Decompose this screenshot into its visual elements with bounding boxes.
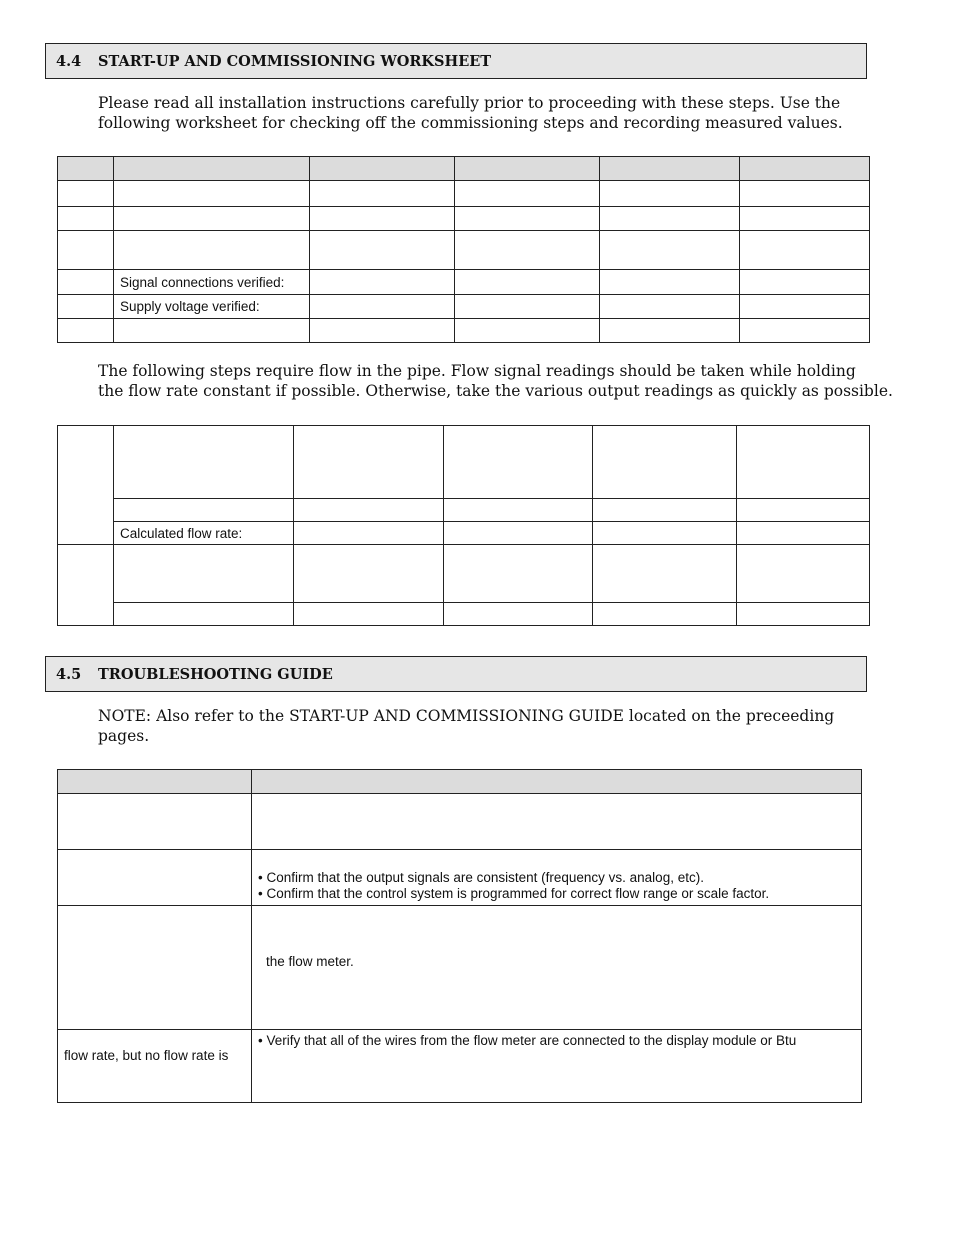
- section-header-4-4: [45, 43, 867, 79]
- flow-line-1: The following steps require flow in the pipe. Flow signal readings should be taken while holding: [98, 362, 856, 380]
- table-cell: [593, 545, 737, 603]
- problem-cell: [58, 1030, 252, 1103]
- table-cell: [310, 295, 455, 319]
- table-cell: [737, 499, 870, 522]
- table-cell: [114, 603, 294, 626]
- solution-line: • Confirm that the output signals are consistent (frequency vs. analog, etc).: [258, 870, 704, 885]
- table-cell: [310, 231, 455, 270]
- solution-cell: [252, 1030, 862, 1103]
- table-cell: [444, 426, 593, 499]
- table-row: [58, 231, 870, 270]
- table-row: [58, 522, 870, 545]
- table-cell: [455, 319, 600, 343]
- table-cell: [740, 319, 870, 343]
- table-cell: [737, 426, 870, 499]
- row-label: [114, 319, 310, 343]
- section-number: 4.5: [56, 665, 82, 683]
- flow-readings-table: [57, 425, 870, 626]
- table-cell: [600, 270, 740, 295]
- solution-line: the flow meter.: [266, 954, 354, 969]
- table-row: [58, 603, 870, 626]
- solution-cell: [252, 850, 862, 906]
- table-cell: [455, 181, 600, 207]
- table-cell: [58, 545, 114, 626]
- solution-cell: [252, 906, 862, 1030]
- troubleshooting-table: [57, 769, 862, 1103]
- header-cell: [455, 157, 600, 181]
- header-cell: [58, 770, 252, 794]
- table-cell: [58, 181, 114, 207]
- table-cell: [444, 545, 593, 603]
- table-cell: [58, 426, 114, 545]
- supply-voltage-label: Supply voltage verified:: [114, 295, 310, 319]
- table-row: [58, 499, 870, 522]
- section-header-4-5: [45, 656, 867, 692]
- header-cell: [600, 157, 740, 181]
- table-cell: [593, 603, 737, 626]
- table-row: [58, 545, 870, 603]
- table-cell: [600, 295, 740, 319]
- header-cell: [58, 157, 114, 181]
- table-cell: [444, 522, 593, 545]
- problem-text: flow rate, but no flow rate is: [64, 1048, 229, 1063]
- table-cell: [444, 499, 593, 522]
- section-title: START-UP AND COMMISSIONING WORKSHEET: [98, 52, 492, 70]
- table-cell: [593, 499, 737, 522]
- flow-paragraph: [98, 361, 898, 401]
- header-cell: [252, 770, 862, 794]
- table-cell: [455, 231, 600, 270]
- table-cell: [740, 231, 870, 270]
- intro-line-2: following worksheet for checking off the commissioning steps and recording measured values.: [98, 114, 843, 132]
- table-cell: [252, 794, 862, 850]
- table-cell: [593, 522, 737, 545]
- intro-line-1: Please read all installation instructions carefully prior to proceeding with these steps. Use the: [98, 94, 841, 112]
- table-cell: [740, 270, 870, 295]
- table-cell: [455, 207, 600, 231]
- table-cell: [58, 794, 252, 850]
- calculated-flow-rate-label: Calculated flow rate:: [114, 522, 294, 545]
- table-row: [58, 794, 862, 850]
- table-header-row: [58, 157, 870, 181]
- signal-connections-label: Signal connections verified:: [114, 270, 310, 295]
- table-row: [58, 319, 870, 343]
- section-title: TROUBLESHOOTING GUIDE: [98, 665, 333, 683]
- table-cell: [737, 603, 870, 626]
- table-cell: [737, 522, 870, 545]
- table-cell: [600, 319, 740, 343]
- table-cell: [58, 270, 114, 295]
- note-line-1: NOTE: Also refer to the START-UP AND COMMISSIONING GUIDE located on the preceeding: [98, 707, 835, 725]
- table-cell: [58, 231, 114, 270]
- table-cell: [600, 181, 740, 207]
- table-cell: [310, 319, 455, 343]
- table-cell: [600, 231, 740, 270]
- table-cell: [310, 181, 455, 207]
- table-cell: [294, 499, 444, 522]
- table-cell: [444, 603, 593, 626]
- table-cell: [455, 270, 600, 295]
- table-cell: [740, 181, 870, 207]
- table-cell: [455, 295, 600, 319]
- table-cell: [294, 545, 444, 603]
- commissioning-worksheet-table: [57, 156, 870, 343]
- table-cell: [740, 207, 870, 231]
- table-row: [58, 850, 862, 906]
- table-row: [58, 906, 862, 1030]
- table-cell: [58, 295, 114, 319]
- table-row: [58, 1030, 862, 1103]
- table-row: [58, 207, 870, 231]
- table-cell: [294, 522, 444, 545]
- note-line-2: pages.: [98, 727, 150, 745]
- row-label: [114, 207, 310, 231]
- table-cell: [58, 319, 114, 343]
- header-cell: [310, 157, 455, 181]
- flow-line-2: the flow rate constant if possible. Otherwise, take the various output readings as quickly as possible.: [98, 382, 893, 400]
- table-cell: [737, 545, 870, 603]
- table-cell: [114, 545, 294, 603]
- table-cell: [593, 426, 737, 499]
- table-row: [58, 426, 870, 499]
- table-cell: [294, 426, 444, 499]
- solution-line: • Confirm that the control system is programmed for correct flow range or scale factor.: [258, 886, 770, 901]
- row-label: [114, 181, 310, 207]
- solution-line: • Verify that all of the wires from the flow meter are connected to the display module or Btu: [258, 1033, 797, 1048]
- table-row: [58, 181, 870, 207]
- table-cell: [114, 426, 294, 499]
- table-cell: [58, 850, 252, 906]
- table-header-row: [58, 770, 862, 794]
- row-label: [114, 231, 310, 270]
- table-row: [58, 270, 870, 295]
- table-cell: [600, 207, 740, 231]
- header-cell: [114, 157, 310, 181]
- intro-paragraph: [98, 93, 878, 133]
- header-cell: [740, 157, 870, 181]
- table-cell: [740, 295, 870, 319]
- table-cell: [310, 207, 455, 231]
- table-cell: [114, 499, 294, 522]
- table-cell: [58, 207, 114, 231]
- table-cell: [58, 906, 252, 1030]
- table-cell: [294, 603, 444, 626]
- table-row: [58, 295, 870, 319]
- table-cell: [310, 270, 455, 295]
- note-paragraph: [98, 706, 878, 746]
- section-number: 4.4: [56, 52, 82, 70]
